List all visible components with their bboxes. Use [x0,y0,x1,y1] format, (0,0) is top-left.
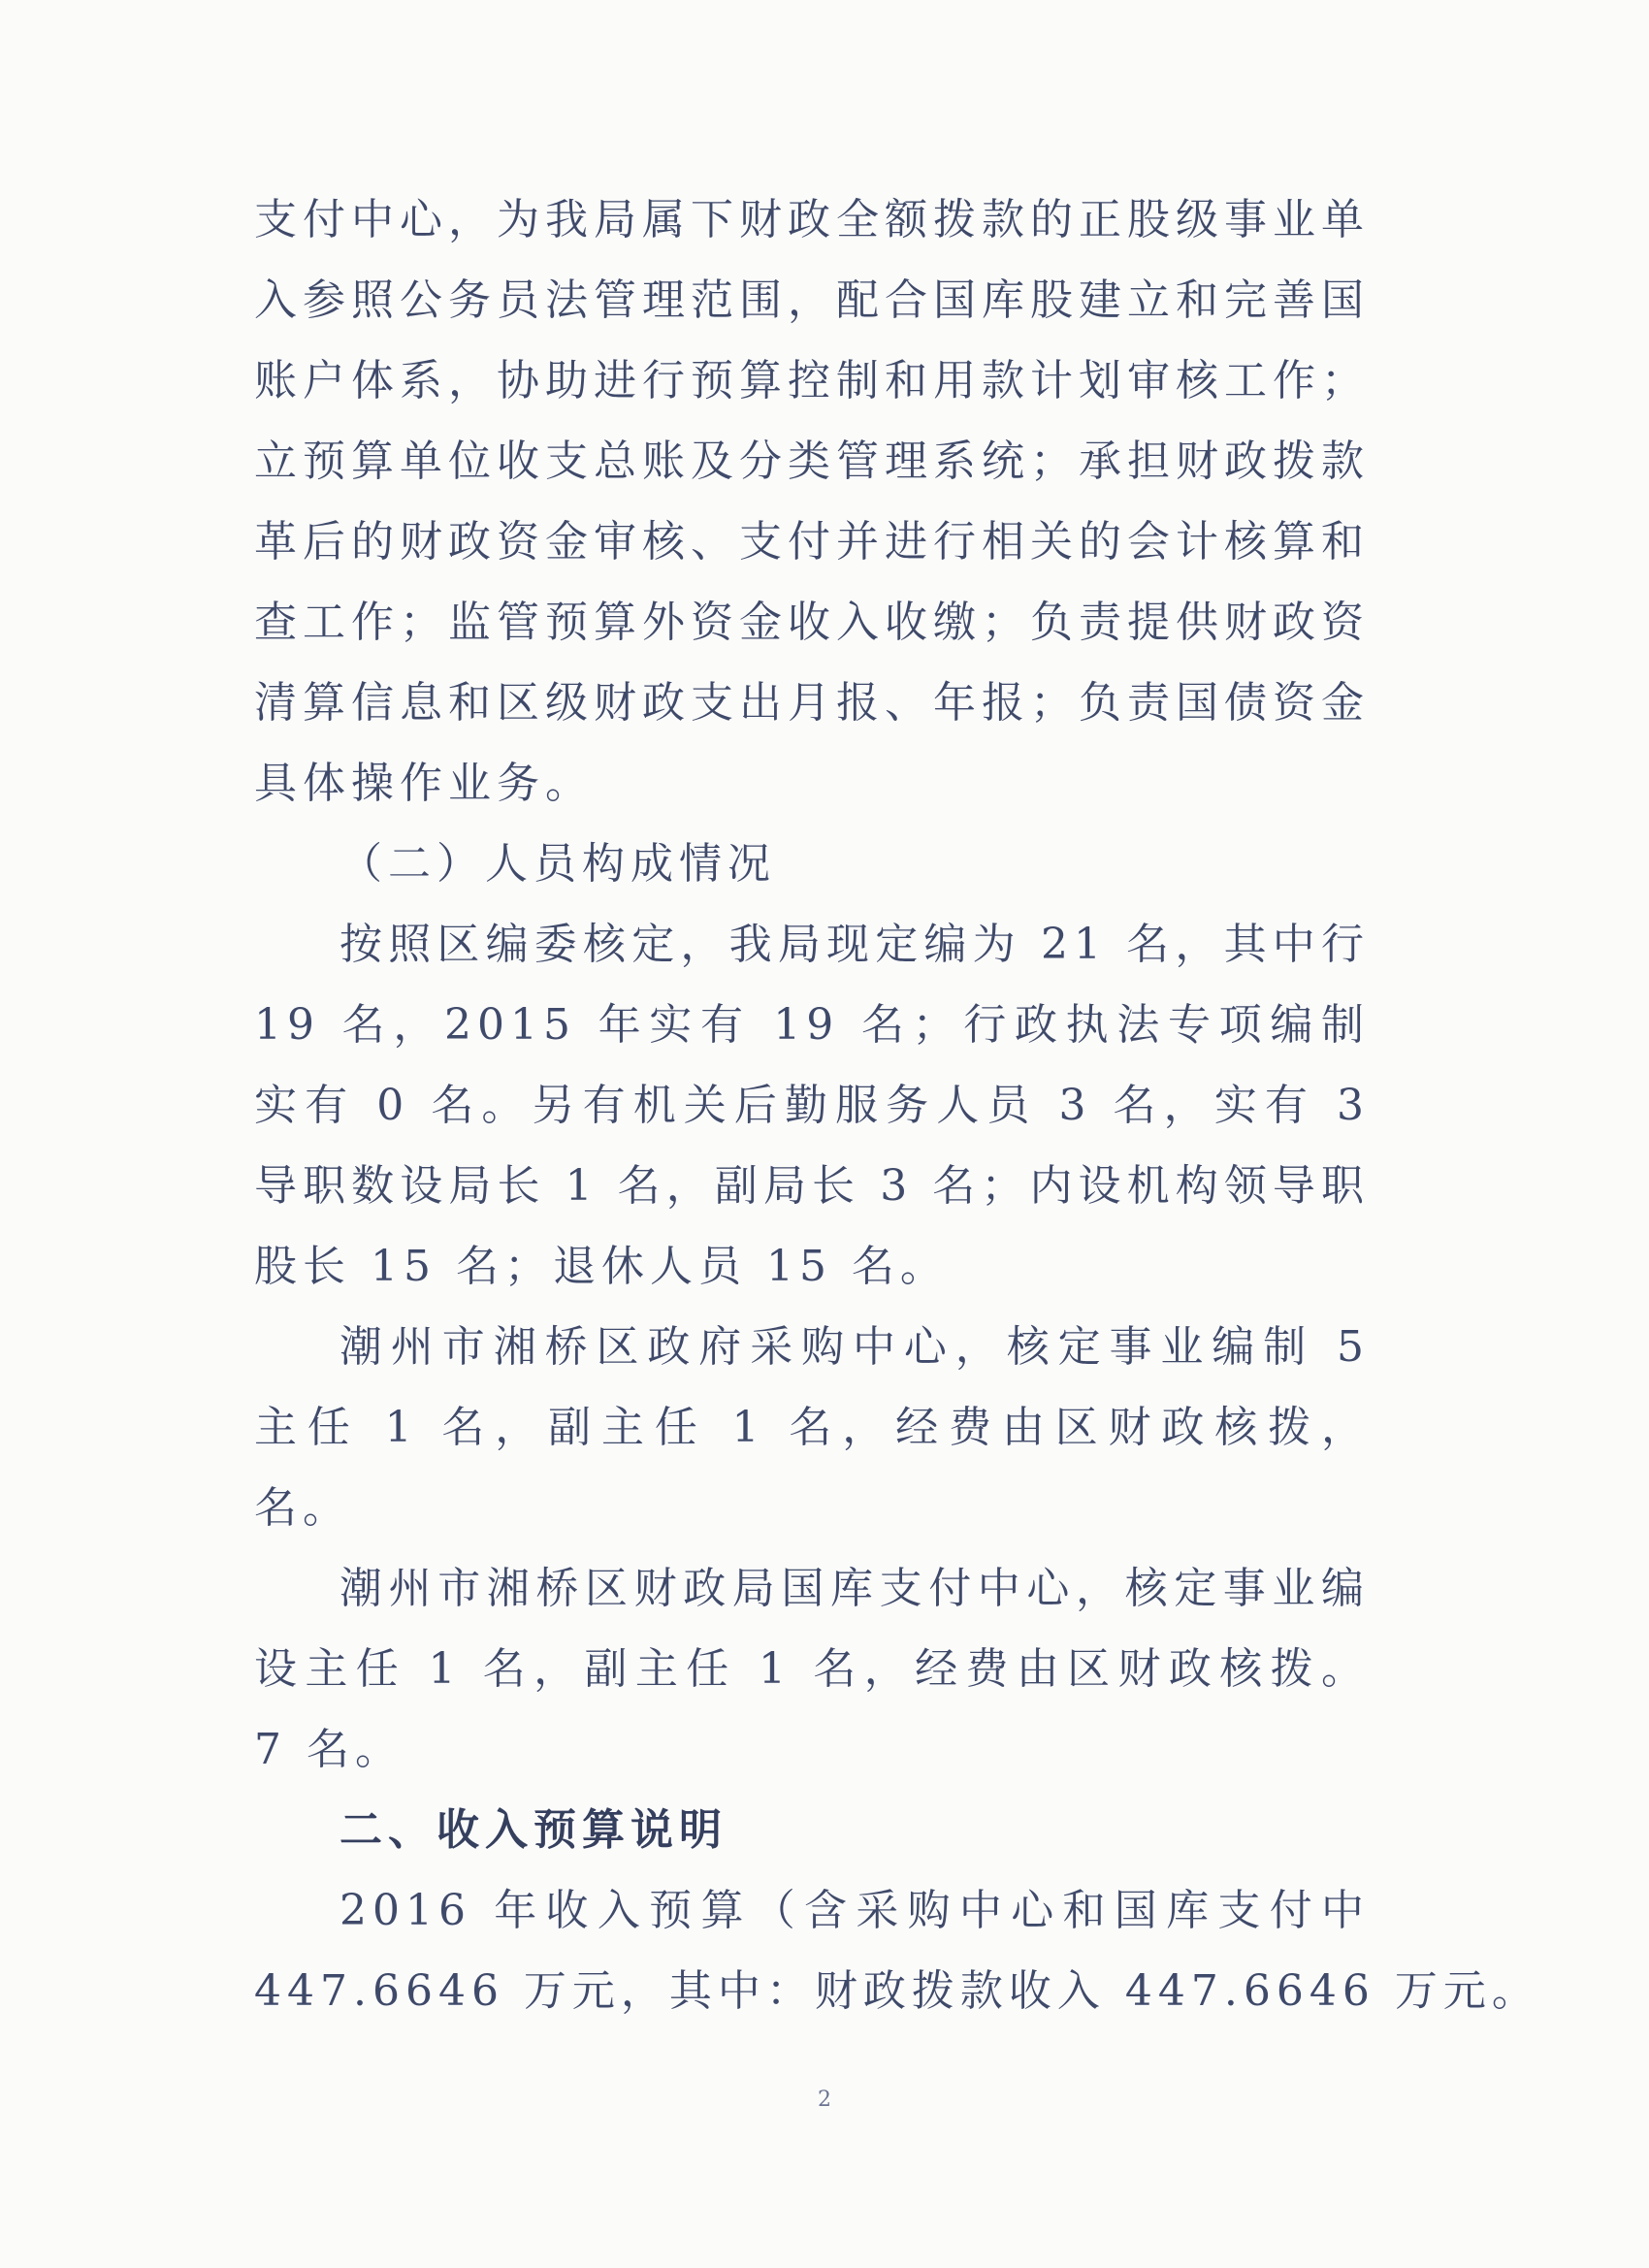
text-line: 立预算单位收支总账及分类管理系统；承担财政拨款 [254,437,1370,486]
text-line: 革后的财政资金审核、支付并进行相关的会计核算和 [254,517,1370,567]
paragraph-income [254,1870,1540,2031]
text-line: 主任 1 名，副主任 1 名，经费由区财政核拨， [254,1403,1370,1452]
text-line: 19 名，2015 年实有 19 名；行政执法专项编制 [254,1000,1370,1050]
text-line: 查工作；监管预算外资金收入收缴；负责提供财政资 [254,598,1370,647]
text-line: 入参照公务员法管理范围，配合国库股建立和完善国 [254,275,1370,325]
text-line: 股长 15 名；退休人员 15 名。 [254,1242,949,1291]
paragraph-staffing [254,904,1370,1307]
text-line: 447.6646 万元，其中：财政拨款收入 447.6646 万元。 [254,1966,1540,2016]
text-line: 2016 年收入预算（含采购中心和国库支付中 [340,1886,1370,1935]
text-line: 账户体系，协助进行预算控制和用款计划审核工作； [254,356,1370,405]
text-line: 具体操作业务。 [254,759,594,808]
text-line: 支付中心，为我局属下财政全额拨款的正股级事业单 [254,195,1370,244]
page-number: 2 [818,2088,831,2112]
section-heading-income: 二、收入预算说明 [340,1805,728,1855]
text-line: 设主任 1 名，副主任 1 名，经费由区财政核拨。 [254,1644,1370,1694]
text-line: 导职数设局长 1 名，副局长 3 名；内设机构领导职 [254,1161,1370,1211]
text-line: 实有 0 名。另有机关后勤服务人员 3 名，实有 3 [254,1081,1370,1130]
paragraph-duties [254,179,1370,824]
document-body [254,179,1540,2031]
text-line: 名。 [254,1483,351,1533]
paragraph-treasury-center [254,1548,1370,1790]
text-line: 7 名。 [254,1725,404,1774]
text-line: 清算信息和区级财政支出月报、年报；负责国债资金 [254,678,1370,728]
text-line: 潮州市湘桥区财政局国库支付中心，核定事业编 [340,1564,1370,1613]
paragraph-procurement-center [254,1307,1370,1548]
text-line: 按照区编委核定，我局现定编为 21 名，其中行 [340,920,1370,969]
text-line: 潮州市湘桥区政府采购中心，核定事业编制 5 [340,1322,1370,1372]
section-heading-staffing: （二）人员构成情况 [340,839,776,889]
